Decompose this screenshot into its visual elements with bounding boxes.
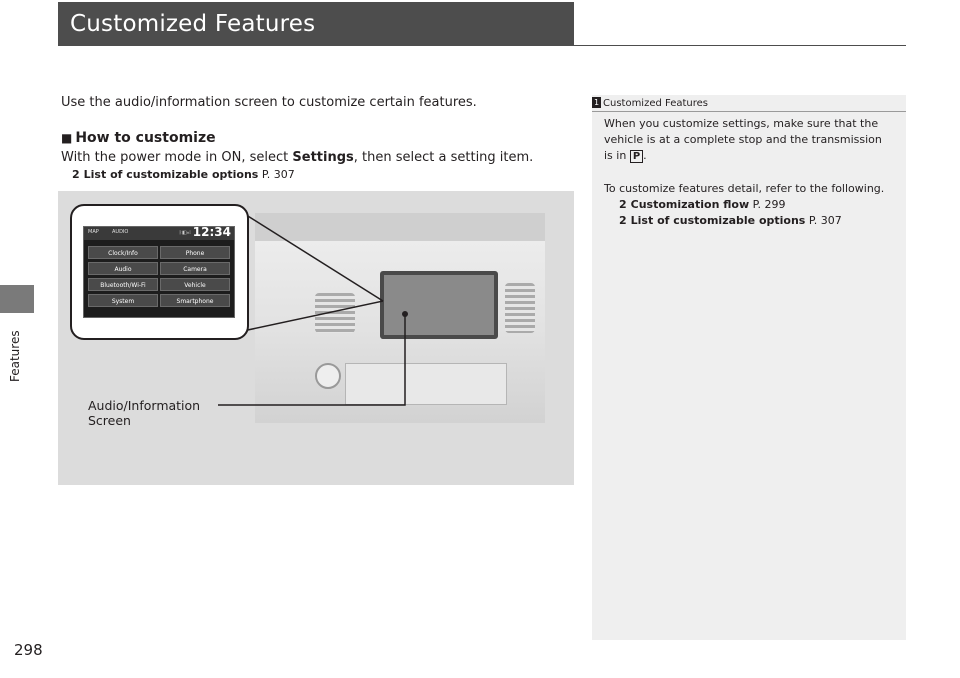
section-tab xyxy=(0,285,34,313)
note-heading xyxy=(592,97,900,109)
xref-link[interactable] xyxy=(72,168,295,181)
xref-arrow-icon: 2 xyxy=(72,168,80,181)
page-number: 298 xyxy=(14,641,43,659)
status-icons: ᛒ◧⁎⁞ xyxy=(179,230,191,236)
note-heading-text: Customized Features xyxy=(603,98,709,109)
note-link-label: Customization flow xyxy=(630,198,750,211)
title-bar xyxy=(58,2,574,46)
instruction-after: , then select a setting item. xyxy=(353,150,534,165)
title-rule xyxy=(574,45,906,46)
bluetooth-wifi-button: Bluetooth/Wi-Fi xyxy=(88,278,158,291)
note-paragraph-2: To customize features detail, refer to the following. xyxy=(604,182,885,195)
vehicle-button: Vehicle xyxy=(160,278,230,291)
xref-page: P. 307 xyxy=(258,168,295,181)
section-label: Features xyxy=(8,330,22,382)
intro-text: Use the audio/information screen to customize certain features. xyxy=(61,95,477,110)
subheading xyxy=(61,130,216,146)
phone-button: Phone xyxy=(160,246,230,259)
subheading-text: How to customize xyxy=(75,130,216,146)
note-link-arrow-icon: 2 xyxy=(619,214,627,227)
system-button: System xyxy=(88,294,158,307)
figure-label xyxy=(88,398,200,428)
clock-info-button: Clock/Info xyxy=(88,246,158,259)
subheading-marker: ■ xyxy=(61,131,73,145)
note-link-page: P. 307 xyxy=(805,214,842,227)
note-link-customizable-options[interactable] xyxy=(619,214,842,227)
screen-top-bar xyxy=(84,227,234,240)
settings-screen xyxy=(83,226,235,318)
instruction-before: With the power mode in ON, select xyxy=(61,150,293,165)
map-tab: MAP xyxy=(88,229,99,235)
audio-tab: AUDIO xyxy=(112,229,129,235)
instruction-text xyxy=(61,150,533,165)
instruction-bold: Settings xyxy=(292,150,354,165)
xref-label: List of customizable options xyxy=(83,168,259,181)
note-rule xyxy=(592,111,906,112)
audio-button: Audio xyxy=(88,262,158,275)
note-link-customization-flow[interactable] xyxy=(619,198,786,211)
camera-button: Camera xyxy=(160,262,230,275)
side-note xyxy=(592,95,906,640)
note-para1-after: . xyxy=(643,149,647,162)
figure xyxy=(58,191,574,485)
figure-label-line2: Screen xyxy=(88,413,131,428)
figure-label-line1: Audio/Information xyxy=(88,398,201,413)
note-link-label: List of customizable options xyxy=(630,214,806,227)
note-number: 1 xyxy=(593,98,600,107)
note-link-arrow-icon: 2 xyxy=(619,198,627,211)
page-title: Customized Features xyxy=(70,11,316,37)
screen-callout xyxy=(70,204,249,340)
note-link-page: P. 299 xyxy=(749,198,786,211)
screen-clock: 12:34 xyxy=(192,225,231,239)
park-position-box: P xyxy=(630,150,643,163)
note-paragraph-1 xyxy=(604,116,894,164)
note-para1-before: When you customize settings, make sure that the vehicle is at a complete stop and the transmission is in xyxy=(604,117,882,162)
smartphone-button: Smartphone xyxy=(160,294,230,307)
